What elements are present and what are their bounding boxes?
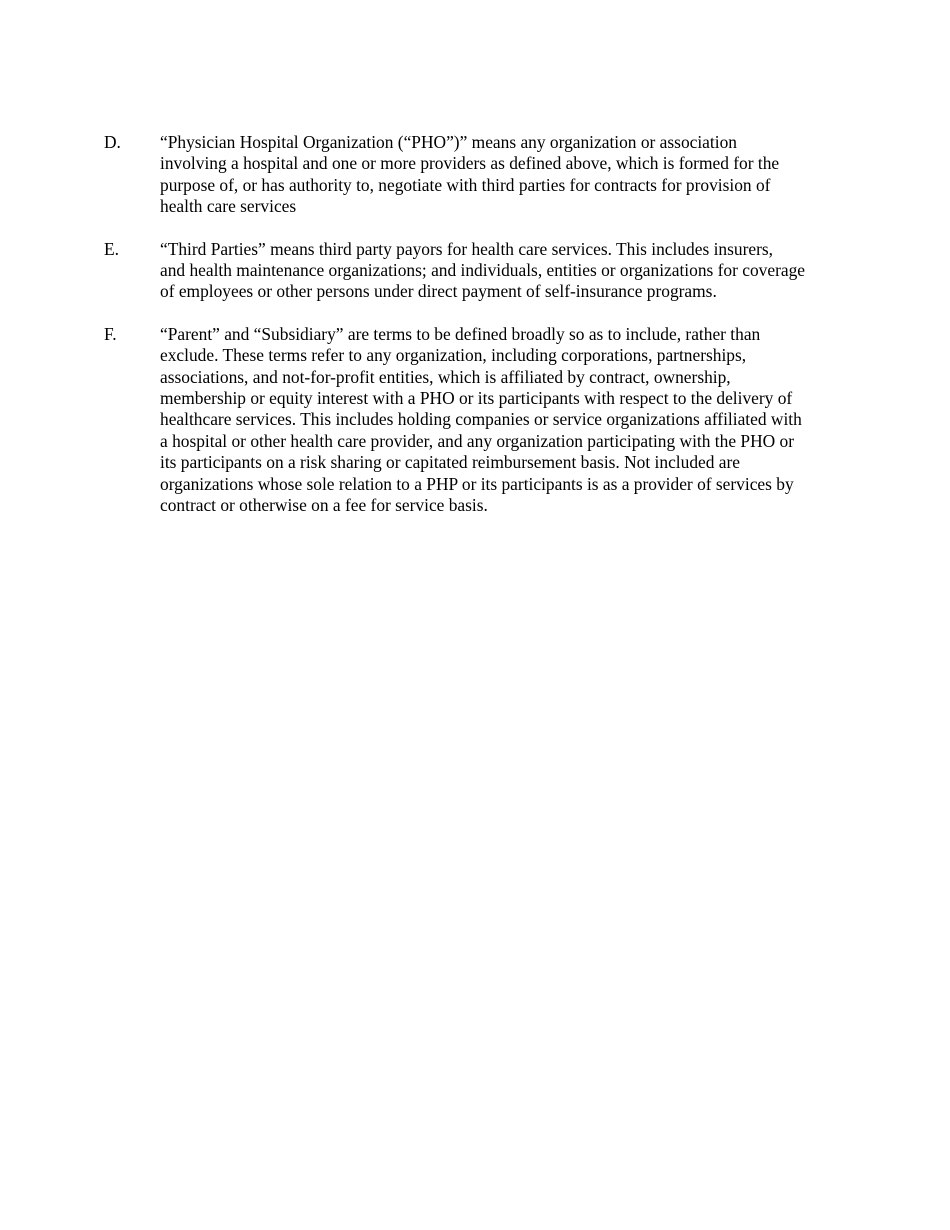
definition-text: “Third Parties” means third party payors for health care services. This includes insurers, and health maintenance organizations; and individuals, entities or organizations for coverage of employees or other persons under direct payment of self-insurance programs. — [160, 238, 806, 302]
definition-text: “Physician Hospital Organization (“PHO”)” means any organization or association involving a hospital and one or more providers as defined above, which is formed for the purpose of, or has authority to, negotiate with third parties for contracts for provision of health care services — [160, 132, 780, 217]
definition-letter: D. — [104, 132, 121, 152]
definition-letter: F. — [104, 323, 117, 344]
definition-item-d — [104, 132, 856, 218]
definition-letter: E. — [104, 238, 119, 259]
definition-text: “Parent” and “Subsidiary” are terms to be defined broadly so as to include, rather than exclude. These terms refer to any organization, including corporations, partnerships, associations, and not-for-profit entities, which is affiliated by contract, ownership, membership or equity interest with a PHO or its participants with respect to the delivery of healthcare services. This includes holding companies or service organizations affiliated with a hospital or other health care provider, and any organization participating with the PHO or its participants on a risk sharing or capitated reimbursement basis. Not included are organizations whose sole relation to a PHP or its participants is as a provider of services by contract or otherwise on a fee for service basis. — [160, 323, 802, 516]
definition-item-f — [104, 324, 856, 517]
definitions-list — [104, 132, 856, 538]
definition-item-e — [104, 239, 856, 303]
